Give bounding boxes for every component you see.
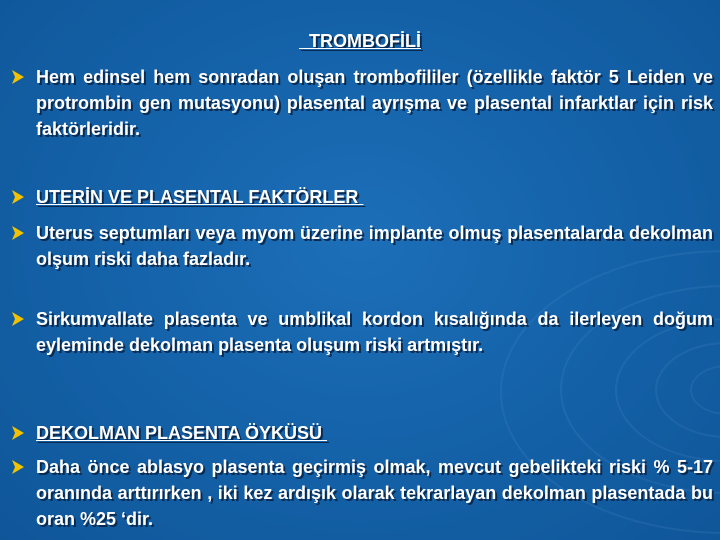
- arrow-bullet-icon: [10, 225, 26, 241]
- arrow-bullet-icon: [10, 69, 26, 85]
- slide-title: TROMBOFİLİ: [299, 31, 421, 51]
- arrow-bullet-icon: [10, 189, 26, 205]
- arrow-bullet-icon: [10, 425, 26, 441]
- section-heading: DEKOLMAN PLASENTA ÖYKÜSÜ: [36, 423, 328, 443]
- arrow-bullet-icon: [10, 311, 26, 327]
- bullet-text: Daha önce ablasyo plasenta geçirmiş olmak, mevcut gebelikteki riski % 5-17 oranında arttırırken , iki kez ardışık olarak tekrarlayan dekolman plasentada bu oran %25 ‘dir.: [36, 457, 713, 529]
- bullet-text: Hem edinsel hem sonradan oluşan trombofililer (özellikle faktör 5 Leiden ve protrombin gen mutasyonu) plasental ayrışma ve plasental infarktlar için risk faktörleridir.: [36, 67, 713, 139]
- section-heading: UTERİN VE PLASENTAL FAKTÖRLER: [36, 187, 364, 207]
- bullet-text: Uterus septumları veya myom üzerine implante olmuş plasentalarda dekolman olşum riski daha fazladır.: [36, 223, 713, 269]
- arrow-bullet-icon: [10, 459, 26, 475]
- bullet-text: Sirkumvallate plasenta ve umblikal kordon kısalığında da ilerleyen doğum eyleminde dekolman plasenta oluşum riski artmıştır.: [36, 309, 713, 355]
